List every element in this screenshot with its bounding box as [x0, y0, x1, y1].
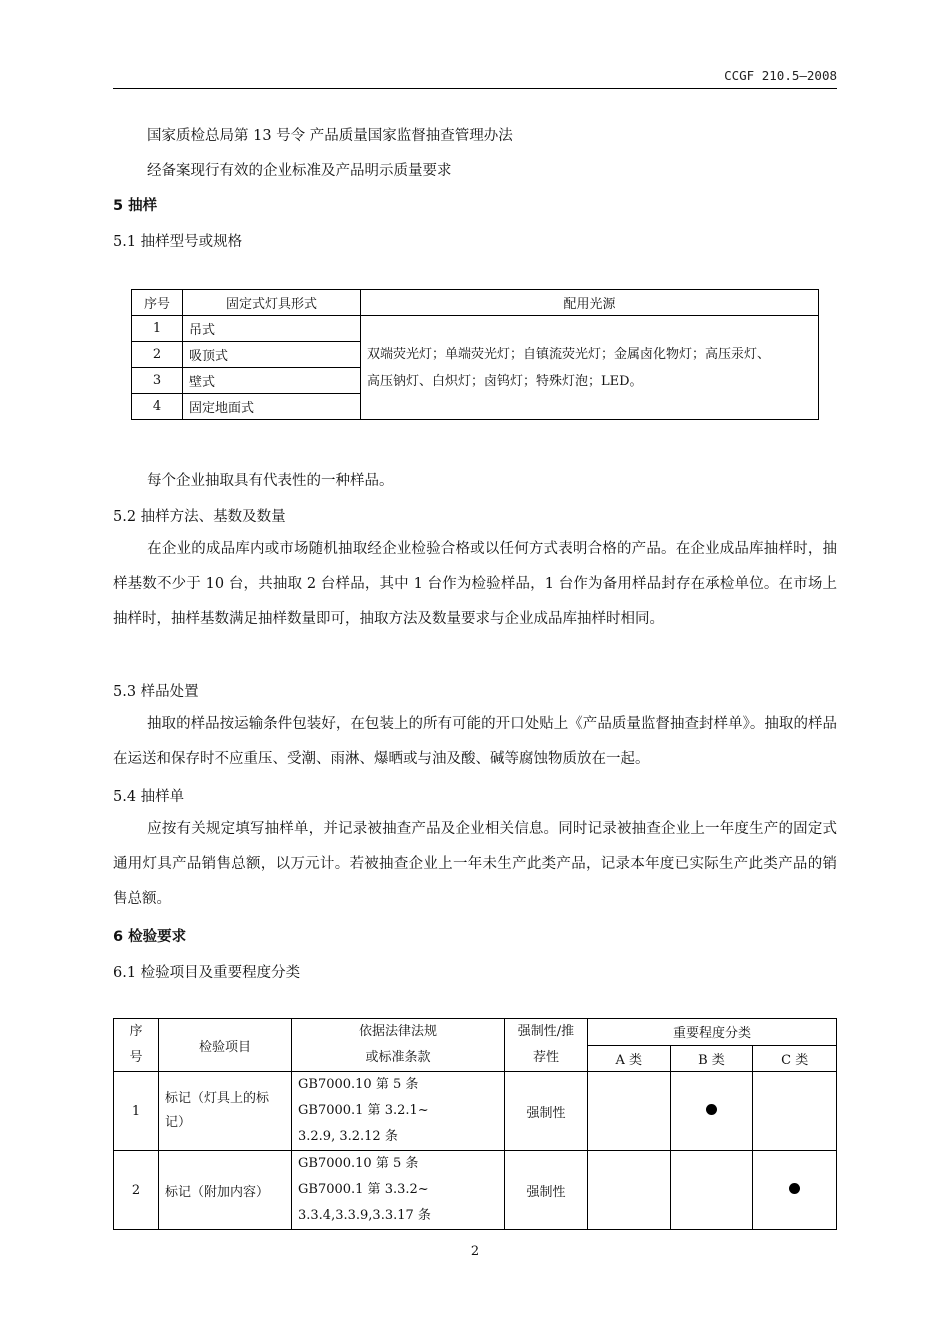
section-5-2-text: 在企业的成品库内或市场随机抽取经企业检验合格或以任何方式表明合格的产品。在企业成品库抽样时，抽样基数不少于 10 台，共抽取 2 台样品，其中 1 台作为检验样品，1 台作为备用样品封存在承检单位。在市场上抽样时，抽样基数满足抽样数量即可，抽取方法及数量要求与企业成品库抽样时相同。 — [113, 541, 837, 627]
reference-line-2: 经备案现行有效的企业标准及产品明示质量要求 — [147, 163, 452, 179]
row-no: 3 — [132, 368, 183, 394]
row-no: 2 — [132, 342, 183, 368]
row-class-c — [753, 1072, 837, 1151]
section-5-1-heading: 5.1 抽样型号或规格 — [113, 234, 243, 250]
row-form: 吸顶式 — [183, 342, 361, 368]
light-source-line-2: 高压钠灯、白炽灯；卤钨灯；特殊灯泡；LED。 — [367, 373, 643, 389]
row-form: 壁式 — [183, 368, 361, 394]
sampling-note: 每个企业抽取具有代表性的一种样品。 — [147, 473, 394, 489]
col-header-class-b: B 类 — [670, 1045, 753, 1072]
row-class-b — [670, 1151, 753, 1230]
sampling-model-table — [131, 289, 819, 420]
col-header-form: 固定式灯具形式 — [183, 290, 361, 316]
row-form: 固定地面式 — [183, 394, 361, 420]
row-mandatory: 强制性 — [505, 1072, 588, 1151]
row-no: 1 — [114, 1072, 159, 1151]
check-dot-icon — [789, 1183, 800, 1194]
light-source-cell — [361, 316, 819, 420]
table-row — [114, 1151, 837, 1230]
section-5-4-text: 应按有关规定填写抽样单，并记录被抽查产品及企业相关信息。同时记录被抽查企业上一年度生产的固定式通用灯具产品销售总额，以万元计。若被抽查企业上一年未生产此类产品，记录本年度已实际生产此类产品的销售总额。 — [113, 821, 837, 907]
row-no: 1 — [132, 316, 183, 342]
section-5-4-heading: 5.4 抽样单 — [113, 789, 185, 805]
reference-line-1: 国家质检总局第 13 号令 产品质量国家监督抽查管理办法 — [147, 128, 513, 144]
row-class-b — [670, 1072, 753, 1151]
row-basis: GB7000.10 第 5 条 GB7000.1 第 3.3.2~ 3.3.4,3.3.9,3.3.17 条 — [292, 1151, 505, 1230]
col-header-basis: 依据法律法规 或标准条款 — [292, 1019, 505, 1072]
col-header-class-a: A 类 — [588, 1045, 671, 1072]
col-header-class-c: C 类 — [753, 1045, 837, 1072]
col-header-mandatory: 强制性/推 荐性 — [505, 1019, 588, 1072]
row-class-a — [588, 1151, 671, 1230]
row-no: 4 — [132, 394, 183, 420]
row-basis: GB7000.10 第 5 条 GB7000.1 第 3.2.1~ 3.2.9, 3.2.12 条 — [292, 1072, 505, 1151]
row-mandatory: 强制性 — [505, 1151, 588, 1230]
section-5-heading: 5 抽样 — [113, 198, 158, 214]
section-5-3-text: 抽取的样品按运输条件包装好，在包装上的所有可能的开口处贴上《产品质量监督抽查封样单》。抽取的样品在运送和保存时不应重压、受潮、雨淋、爆晒或与油及酸、碱等腐蚀物质放在一起。 — [113, 716, 837, 767]
col-header-item: 检验项目 — [159, 1019, 292, 1072]
col-header-light-source: 配用光源 — [361, 290, 819, 316]
inspection-items-table — [113, 1018, 837, 1230]
check-dot-icon — [706, 1104, 717, 1115]
row-form: 吊式 — [183, 316, 361, 342]
table-header-row — [114, 1019, 837, 1046]
col-header-importance: 重要程度分类 — [588, 1019, 837, 1046]
section-5-2-heading: 5.2 抽样方法、基数及数量 — [113, 509, 286, 525]
table-header-row — [132, 290, 819, 316]
col-header-no: 序号 — [132, 290, 183, 316]
table-row — [132, 316, 819, 342]
col-header-no: 序 号 — [114, 1019, 159, 1072]
section-6-heading: 6 检验要求 — [113, 929, 187, 945]
row-no: 2 — [114, 1151, 159, 1230]
document-code: CCGF 210.5—2008 — [724, 68, 837, 83]
row-class-a — [588, 1072, 671, 1151]
page-number: 2 — [470, 1244, 480, 1259]
section-6-1-heading: 6.1 检验项目及重要程度分类 — [113, 965, 301, 981]
table-row — [114, 1072, 837, 1151]
light-source-line-1: 双端荧光灯；单端荧光灯；自镇流荧光灯；金属卤化物灯；高压汞灯、 — [367, 346, 771, 362]
header-rule — [113, 88, 837, 89]
row-class-c — [753, 1151, 837, 1230]
section-5-3-heading: 5.3 样品处置 — [113, 684, 199, 700]
row-item: 标记（灯具上的标记） — [159, 1072, 292, 1151]
row-item: 标记（附加内容） — [159, 1151, 292, 1230]
